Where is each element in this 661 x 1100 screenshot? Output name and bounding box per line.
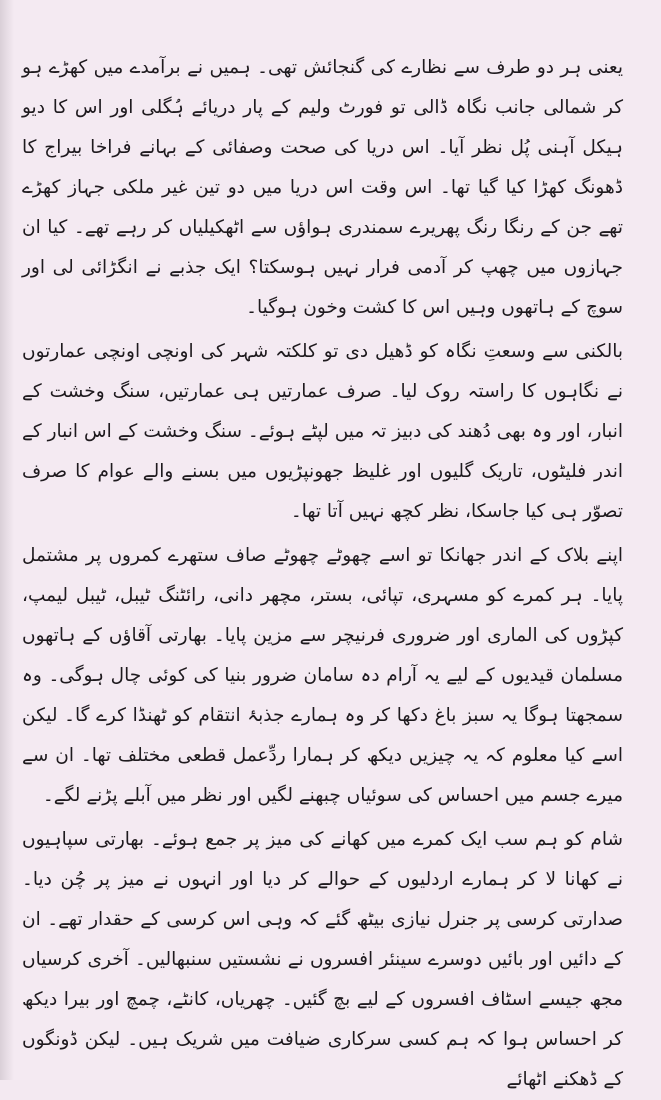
page-text xyxy=(22,48,623,1100)
paragraph-4: شام کو ہم سب ایک کمرے میں کھانے کی میز پر جمع ہوئے۔ بھارتی سپاہیوں نے کھانا لا کر ہمارے اردلیوں کے حوالے کر دیا اور انہوں نے میز پر چُن دیا۔ صدارتی کرسی پر جنرل نیازی بیٹھ گئے کہ وہی اس کرسی کے حقدار تھے۔ ان کے دائیں اور بائیں دوسرے سینئر افسروں نے نشستیں سنبھالیں۔ آخری کرسیاں مجھ جیسے اسٹاف افسروں کے لیے بچ گئیں۔ چھریاں، کانٹے، چمچ اور بیرا دیکھ کر احساس ہوا کہ ہم کسی سرکاری ضیافت میں شریک ہیں۔ لیکن ڈونگوں کے ڈھکنے اٹھائے xyxy=(22,829,623,1090)
paragraph-3: اپنے بلاک کے اندر جھانکا تو اسے چھوٹے چھوٹے صاف ستھرے کمروں پر مشتمل پایا۔ ہر کمرے کو مسہری، تپائی، بستر، مچھر دانی، رائٹنگ ٹیبل، ٹیبل لیمپ، کپڑوں کی الماری اور ضروری فرنیچر سے مزین پایا۔ بھارتی آقاؤں کے ہاتھوں مسلمان قیدیوں کے لیے یہ آرام دہ سامان ضرور بنیا کی کوئی چال ہوگی۔ وہ سمجھتا ہوگا یہ سبز باغ دکھا کر وہ ہمارے جذبۂ انتقام کو ٹھنڈا کرے گا۔ لیکن اسے کیا معلوم کہ یہ چیزیں دیکھ کر ہمارا ردِّعمل قطعی مختلف تھا۔ ان سے میرے جسم میں احساس کی سوئیاں چبھنے لگیں اور نظر میں آبلے پڑنے لگے۔ xyxy=(22,545,623,806)
paragraph-2: بالکنی سے وسعتِ نگاہ کو ڈھیل دی تو کلکتہ شہر کی اونچی اونچی عمارتوں نے نگاہوں کا راستہ روک لیا۔ صرف عمارتیں ہی عمارتیں، سنگ وخشت کے انبار، اور وہ بھی دُھند کی دبیز تہ میں لپٹے ہوئے۔ سنگ وخشت کے اس انبار کے اندر فلیٹوں، تاریک گلیوں اور غلیظ جھونپڑیوں میں بسنے والے عوام کا صرف تصوّر ہی کیا جاسکا، نظر کچھ نہیں آتا تھا۔ xyxy=(22,341,623,522)
paragraph-1: یعنی ہر دو طرف سے نظارے کی گنجائش تھی۔ ہمیں نے برآمدے میں کھڑے ہو کر شمالی جانب نگاہ ڈالی تو فورٹ ولیم کے پار دریائے ہُگلی اور اس کا دیو ہیکل آہنی پُل نظر آیا۔ اس دریا کی صحت وصفائی کے بہانے فراخا بیراج کا ڈھونگ کھڑا کیا گیا تھا۔ اس وقت اس دریا میں دو تین غیر ملکی جہاز کھڑے تھے جن کے رنگا رنگ پھریرے سمندری ہواؤں سے اٹھکیلیاں کر رہے تھے۔ کیا ان جہازوں میں چھپ کر آدمی فرار نہیں ہوسکتا؟ ایک جذبے نے انگڑائی لی اور سوچ کے ہاتھوں وہیں اس کا کشت وخون ہوگیا۔ xyxy=(22,57,623,318)
